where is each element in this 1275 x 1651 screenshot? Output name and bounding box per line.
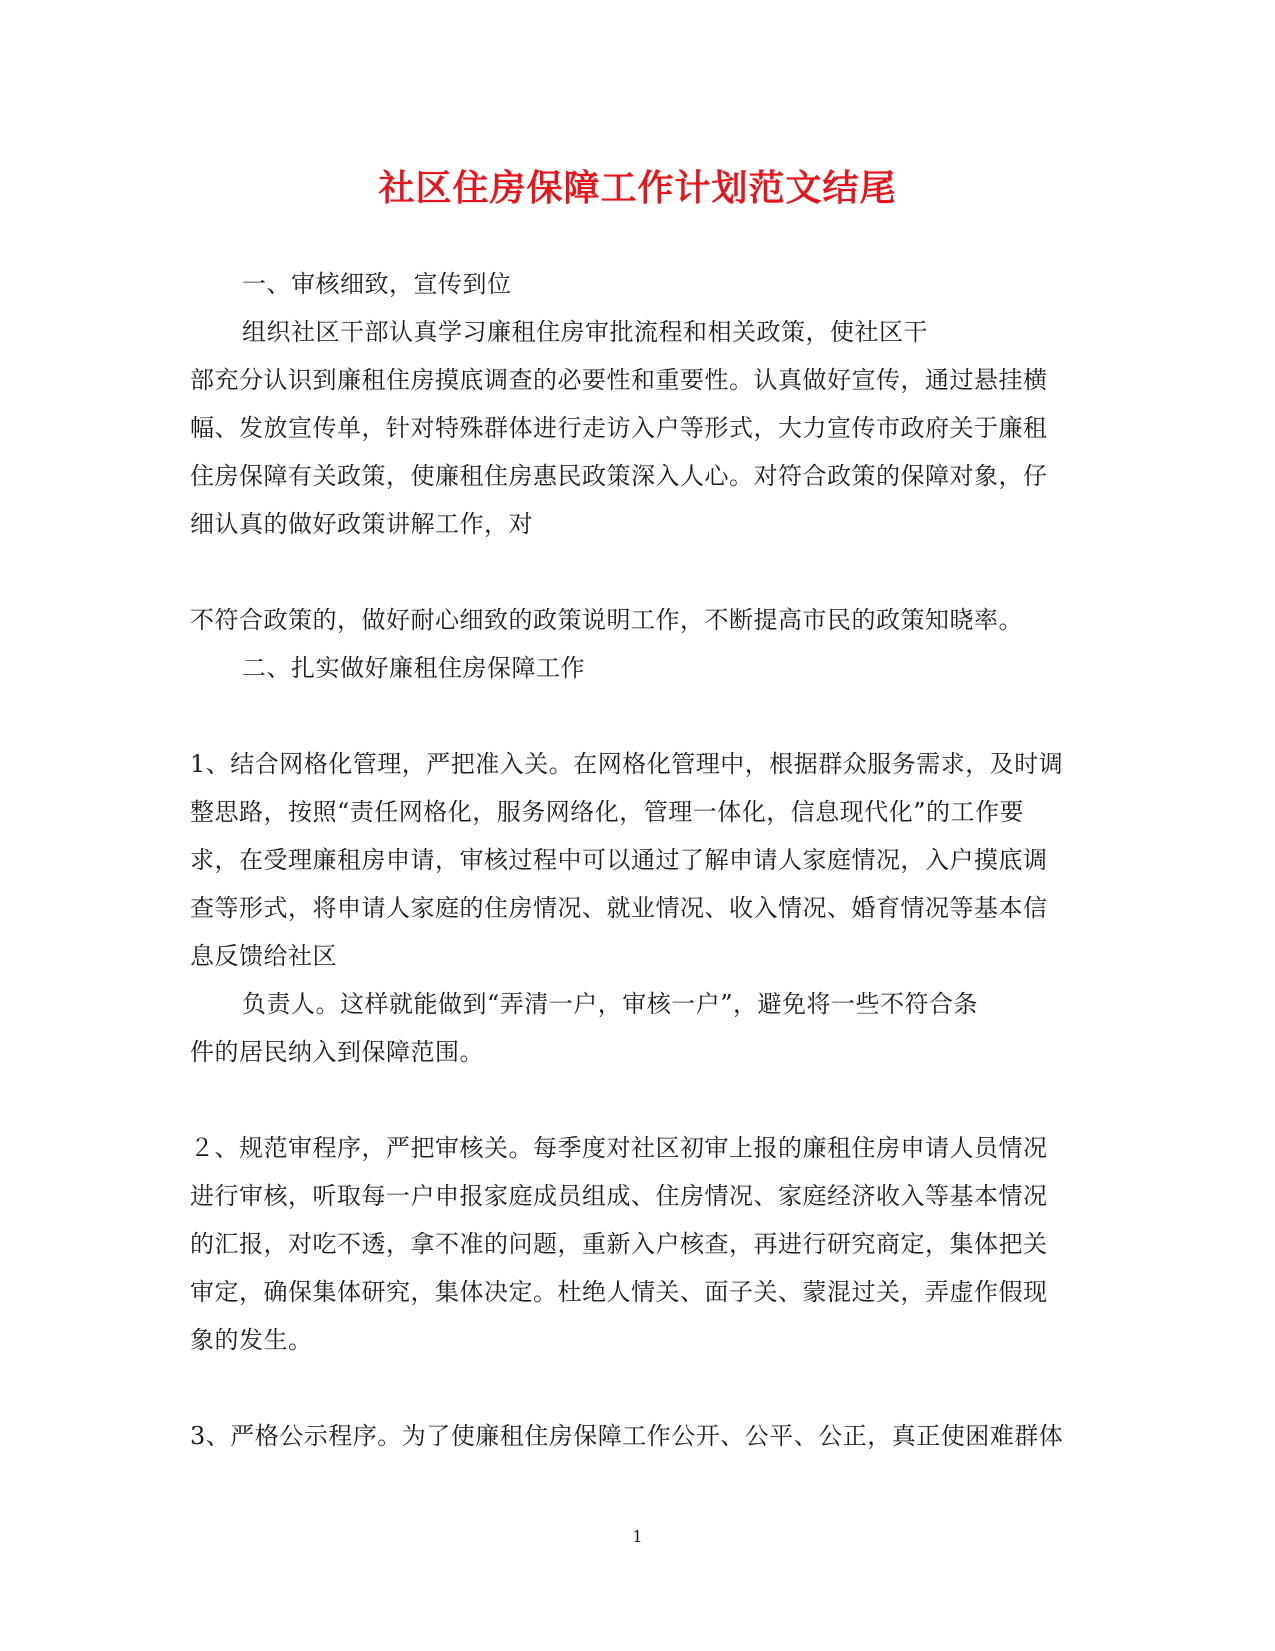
paragraph-line: 查等形式，将申请人家庭的住房情况、就业情况、收入情况、婚育情况等基本信 — [190, 894, 1048, 922]
section-heading-1: 一、审核细致，宣传到位 — [242, 270, 512, 298]
paragraph-line: 息反馈给社区 — [190, 942, 337, 970]
paragraph-line: 部充分认识到廉租住房摸底调查的必要性和重要性。认真做好宣传，通过悬挂横 — [190, 366, 1048, 394]
document-title: 社区住房保障工作计划范文结尾 — [378, 167, 897, 209]
paragraph-line: 的汇报，对吃不透，拿不准的问题，重新入户核查，再进行研究商定，集体把关 — [190, 1230, 1048, 1258]
paragraph-gap — [190, 1076, 1090, 1124]
paragraph-line: 3、严格公示程序。为了使廉租住房保障工作公开、公平、公正，真正使困难群体 — [190, 1422, 1064, 1450]
paragraph-line: 不符合政策的，做好耐心细致的政策说明工作，不断提高市民的政策知晓率。 — [190, 606, 1023, 634]
paragraph-line: 1、结合网格化管理，严把准入关。在网格化管理中，根据群众服务需求，及时调 — [190, 750, 1064, 778]
paragraph-line: 负责人。这样就能做到“弄清一户，审核一户”，避免将一些不符合条 — [242, 990, 979, 1018]
paragraph-line: 幅、发放宣传单，针对特殊群体进行走访入户等形式，大力宣传市政府关于廉租 — [190, 414, 1048, 442]
page-number: 1 — [632, 1527, 643, 1546]
paragraph-line: 细认真的做好政策讲解工作，对 — [190, 510, 533, 538]
paragraph-line: ２、规范审程序，严把审核关。每季度对社区初审上报的廉租住房申请人员情况 — [190, 1134, 1048, 1162]
paragraph-gap — [190, 692, 1090, 740]
paragraph-line: 求，在受理廉租房申请，审核过程中可以通过了解申请人家庭情况，入户摸底调 — [190, 846, 1048, 874]
paragraph-line: 象的发生。 — [190, 1326, 313, 1354]
section-heading-2: 二、扎实做好廉租住房保障工作 — [242, 654, 585, 682]
document-body — [190, 260, 1090, 1460]
paragraph-line: 审定，确保集体研究，集体决定。杜绝人情关、面子关、蒙混过关，弄虚作假现 — [190, 1278, 1048, 1306]
paragraph-line: 整思路，按照“责任网格化，服务网络化，管理一体化，信息现代化”的工作要 — [190, 798, 1025, 826]
paragraph-line: 住房保障有关政策，使廉租住房惠民政策深入人心。对符合政策的保障对象，仔 — [190, 462, 1048, 490]
paragraph-gap — [190, 548, 1090, 596]
paragraph-gap — [190, 1364, 1090, 1412]
paragraph-line: 进行审核，听取每一户申报家庭成员组成、住房情况、家庭经济收入等基本情况 — [190, 1182, 1048, 1210]
paragraph-line: 组织社区干部认真学习廉租住房审批流程和相关政策，使社区干 — [242, 318, 928, 346]
paragraph-line: 件的居民纳入到保障范围。 — [190, 1038, 484, 1066]
